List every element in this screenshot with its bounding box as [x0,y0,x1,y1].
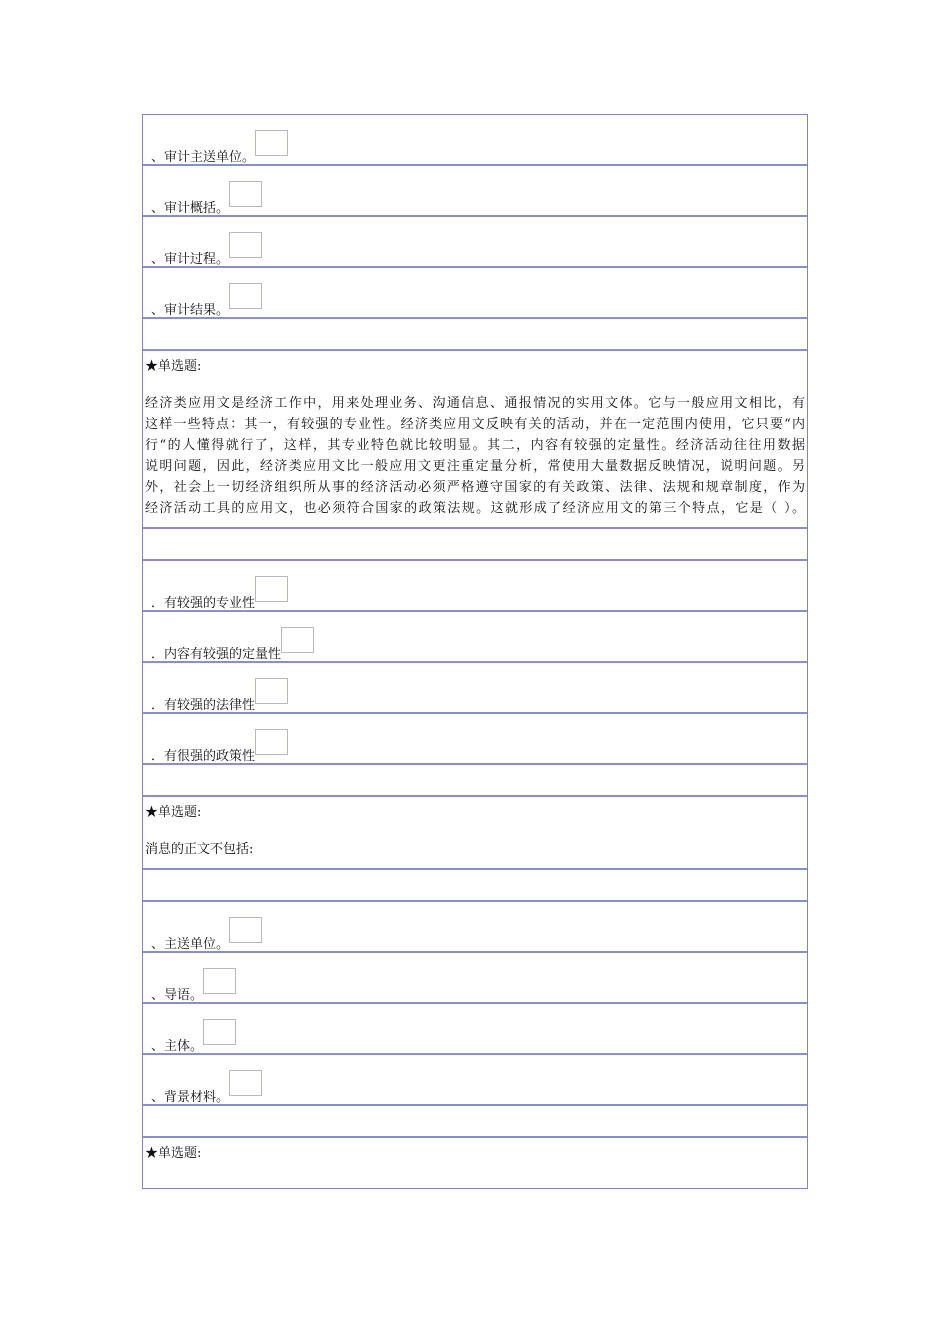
answer-checkbox[interactable] [255,576,288,602]
option-label: 、主送单位。 [151,937,230,952]
answer-checkbox[interactable] [203,1019,236,1045]
option-label: 、主体。 [151,1039,204,1054]
question-line: 外，社会上一切经济组织所从事的经济活动必须严格遵守国家的有关政策、法律、法规和规章制度，作为 [145,480,805,495]
option-label: 、审计结果。 [151,303,230,318]
answer-checkbox[interactable] [229,1070,262,1096]
question-line: 这样一些特点：其一，有较强的专业性。经济类应用文反映有关的活动，并在一定范围内使用，它只要“内 [145,417,805,432]
option-row [143,1055,807,1106]
option-row [143,953,807,1004]
question-line: 行“的人懂得就行了，这样，其专业特色就比较明显。其二，内容有较强的定量性。经济活动往往用数据 [145,438,805,453]
option-row [143,1004,807,1055]
answer-checkbox[interactable] [255,678,288,704]
spacer-row [143,1106,807,1138]
question-type-label: ★单选题: [145,1146,202,1161]
question-table [142,114,808,1189]
option-label: 、背景材料。 [151,1090,230,1105]
answer-checkbox[interactable] [255,130,288,156]
option-label: 、审计概括。 [151,201,230,216]
question-header [143,351,807,529]
question-text: 消息的正文不包括: [145,842,254,857]
option-label: 、导语。 [151,988,204,1003]
option-label: ．有较强的专业性 [151,596,256,611]
option-row [143,714,807,765]
option-label: 、审计过程。 [151,252,230,267]
option-row [143,612,807,663]
question-line: 说明问题，因此，经济类应用文比一般应用文更注重定量分析，常使用大量数据反映情况，说明问题。另 [145,459,805,474]
answer-checkbox[interactable] [229,232,262,258]
option-label: ．有较强的法律性 [151,698,256,713]
question-line: 经济类应用文是经济工作中，用来处理业务、沟通信息、通报情况的实用文体。它与一般应用文相比，有 [145,396,805,411]
answer-checkbox[interactable] [255,729,288,755]
option-row [143,166,807,217]
question-line: 经济活动工具的应用文，也必须符合国家的政策法规。这就形成了经济应用文的第三个特点，它是（ ）。 [145,501,805,516]
option-label: ．有很强的政策性 [151,749,256,764]
option-row [143,115,807,166]
answer-checkbox[interactable] [229,181,262,207]
question-header [143,1138,807,1188]
option-row [143,663,807,714]
question-type-label: ★单选题: [145,359,202,374]
question-header [143,797,807,870]
answer-checkbox[interactable] [229,283,262,309]
spacer-row [143,529,807,561]
spacer-row [143,319,807,351]
spacer-row [143,765,807,797]
option-row [143,561,807,612]
answer-checkbox[interactable] [229,917,262,943]
option-label: ．内容有较强的定量性 [151,647,282,662]
option-row [143,268,807,319]
option-row [143,902,807,953]
question-type-label: ★单选题: [145,805,202,820]
option-label: 、审计主送单位。 [151,150,256,165]
spacer-row [143,870,807,902]
answer-checkbox[interactable] [281,627,314,653]
option-row [143,217,807,268]
answer-checkbox[interactable] [203,968,236,994]
